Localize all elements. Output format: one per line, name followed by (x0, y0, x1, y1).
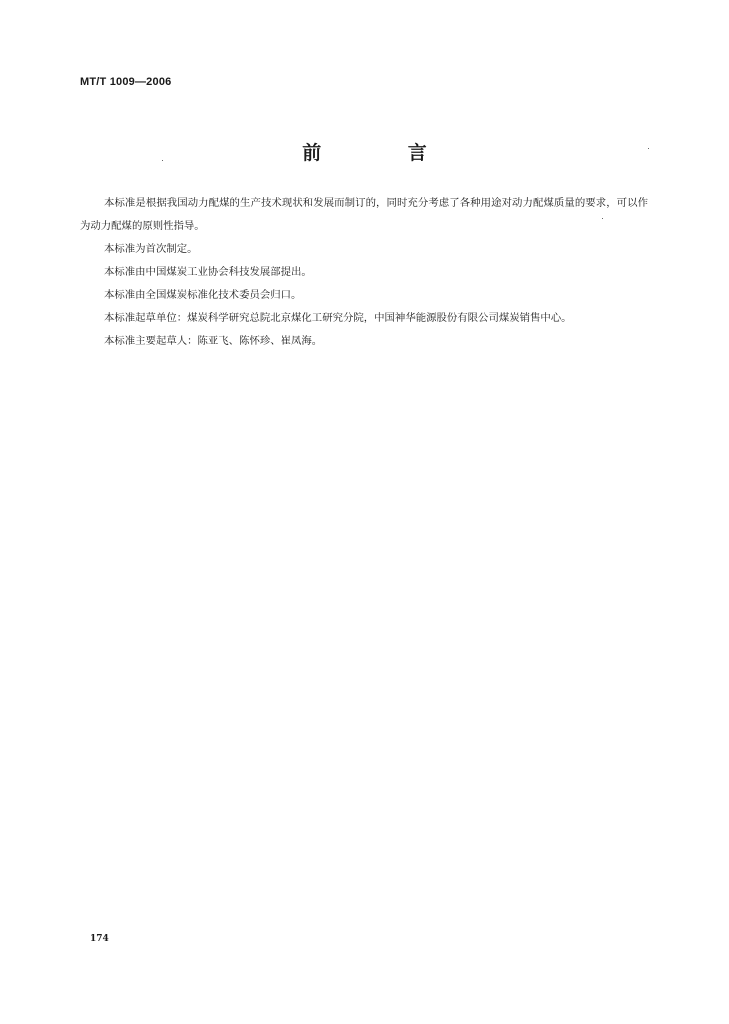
paragraph-drafters: 本标准主要起草人：陈亚飞、陈怀珍、崔凤海。 (104, 335, 323, 347)
section-title: 前 言 (302, 142, 467, 164)
page-number: 174 (90, 934, 109, 944)
scan-speck (648, 148, 649, 149)
paragraph-proposer: 本标准由中国煤炭工业协会科技发展部提出。 (104, 266, 312, 278)
foreword-body (80, 192, 648, 353)
scan-speck (602, 218, 603, 219)
paragraph-drafting-units: 本标准起草单位：煤炭科学研究总院北京煤化工研究分院，中国神华能源股份有限公司煤炭销售中心。 (104, 312, 572, 324)
paragraph-administrator: 本标准由全国煤炭标准化技术委员会归口。 (104, 289, 302, 301)
paragraph-basis: 本标准是根据我国动力配煤的生产技术现状和发展而制订的，同时充分考虑了各种用途对动力配煤质量的要求，可以作为动力配煤的原则性指导。 (80, 197, 648, 232)
paragraph-first-edition: 本标准为首次制定。 (104, 243, 198, 255)
standard-code: MT/T 1009—2006 (80, 76, 172, 88)
scan-speck (162, 160, 163, 161)
